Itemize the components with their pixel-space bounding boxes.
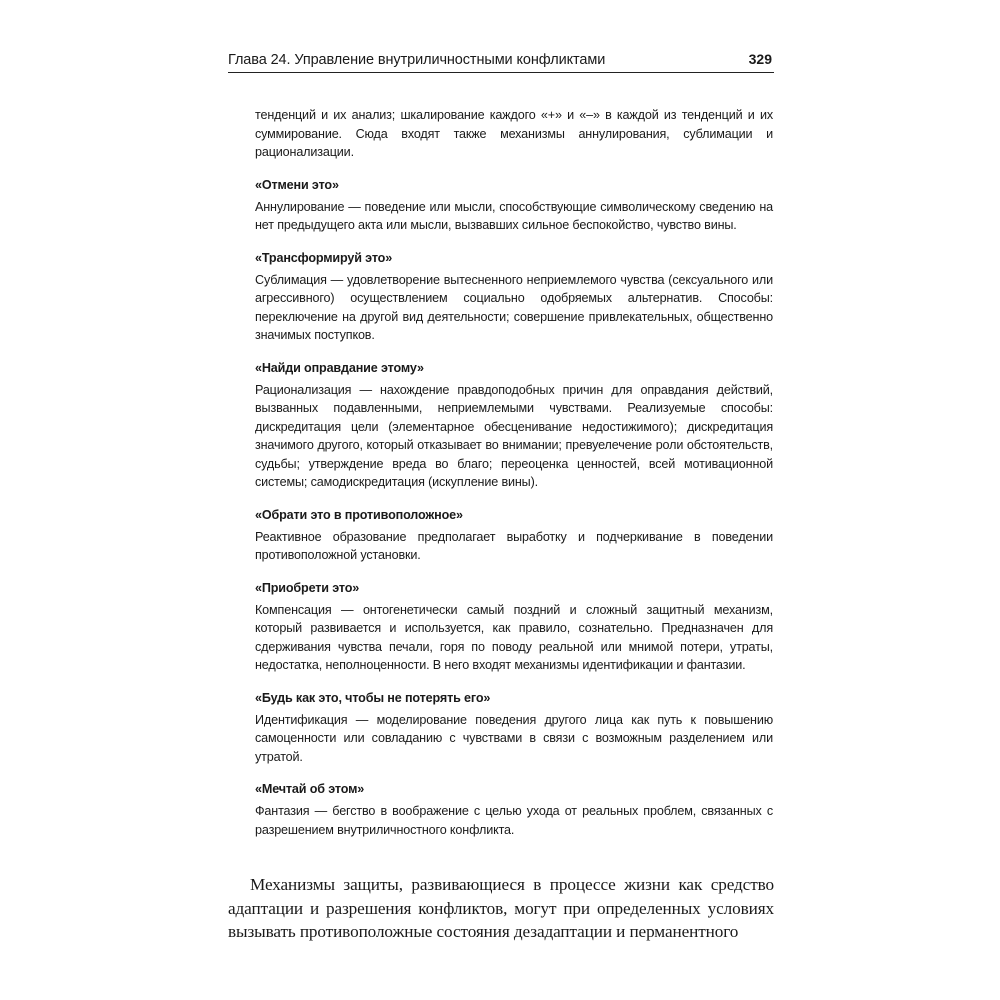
chapter-title: Глава 24. Управление внутриличностными конфликтами xyxy=(228,52,606,68)
main-paragraph: Механизмы защиты, развивающиеся в процессе жизни как средство адаптации и разрешения конфликтов, могут при определенных условиях вызывать противоположные состояния дезадаптации и перманентного xyxy=(228,875,774,941)
section-heading: «Отмени это» xyxy=(255,177,339,192)
page-number: 329 xyxy=(748,51,772,67)
section-text: Реактивное образование предполагает выработку и подчеркивание в поведении противоположной установки. xyxy=(255,529,773,562)
running-head xyxy=(228,50,774,73)
section-text: Компенсация — онтогенетически самый поздний и сложный защитный механизм, который развивается и используется, как правило, сознательно. Предназначен для сдерживания чувства печали, горя по поводу реальной или мнимой потери, утраты, недостатка, неполноценности. В него входят механизмы идентификации и фантазии. xyxy=(255,602,773,672)
section-acquire xyxy=(255,579,773,675)
section-text: Аннулирование — поведение или мысли, способствующие символическому сведению на нет предыдущего акта или мысли, вызвавших сильное беспокойство, чувство вины. xyxy=(255,199,773,232)
section-text: Рационализация — нахождение правдоподобных причин для оправдания действий, вызванных подавленными, неприемлемыми чувствами. Реализуемые способы: дискредитация цели (элементарное обесценивание недостижимого); дискредитация значимого другого, который отказывает во внимании; превуелечение роли обстоятельств, судьбы; утверждение вреда во благо; переоценка ценностей, всей мотивационной системы; самодискредитация (искупление вины). xyxy=(255,382,773,489)
section-identify xyxy=(255,689,773,767)
section-heading: «Будь как это, чтобы не потерять его» xyxy=(255,690,491,705)
section-transform xyxy=(255,249,773,345)
section-text: Сублимация — удовлетворение вытесненного неприемлемого чувства (сексуального или агрессивного) осуществлением социально одобряемых альтернатив. Способы: переключение на другой вид деятельности; совершение привлекательных, общественно значимых поступков. xyxy=(255,272,773,342)
section-undo xyxy=(255,176,773,235)
intro-paragraph: тенденций и их анализ; шкалирование каждого «+» и «–» в каждой из тенденций и их суммирование. Сюда входят также механизмы аннулирования, сублимации и рационализации. xyxy=(255,108,773,159)
section-reverse xyxy=(255,506,773,565)
section-text: Идентификация — моделирование поведения другого лица как путь к повышению самоценности или совладанию с чувствами в связи с возможным разделением или утратой. xyxy=(255,712,773,764)
small-print-block xyxy=(255,106,773,839)
section-text: Фантазия — бегство в воображение с целью ухода от реальных проблем, связанных с разрешением внутриличностного конфликта. xyxy=(255,804,773,837)
section-justify xyxy=(255,359,773,492)
section-heading: «Приобрети это» xyxy=(255,580,360,595)
section-heading: «Трансформируй это» xyxy=(255,250,393,265)
section-dream xyxy=(255,780,773,839)
section-heading: «Мечтай об этом» xyxy=(255,782,365,796)
section-heading: «Найди оправдание этому» xyxy=(255,360,424,375)
section-heading: «Обрати это в противоположное» xyxy=(255,507,463,522)
